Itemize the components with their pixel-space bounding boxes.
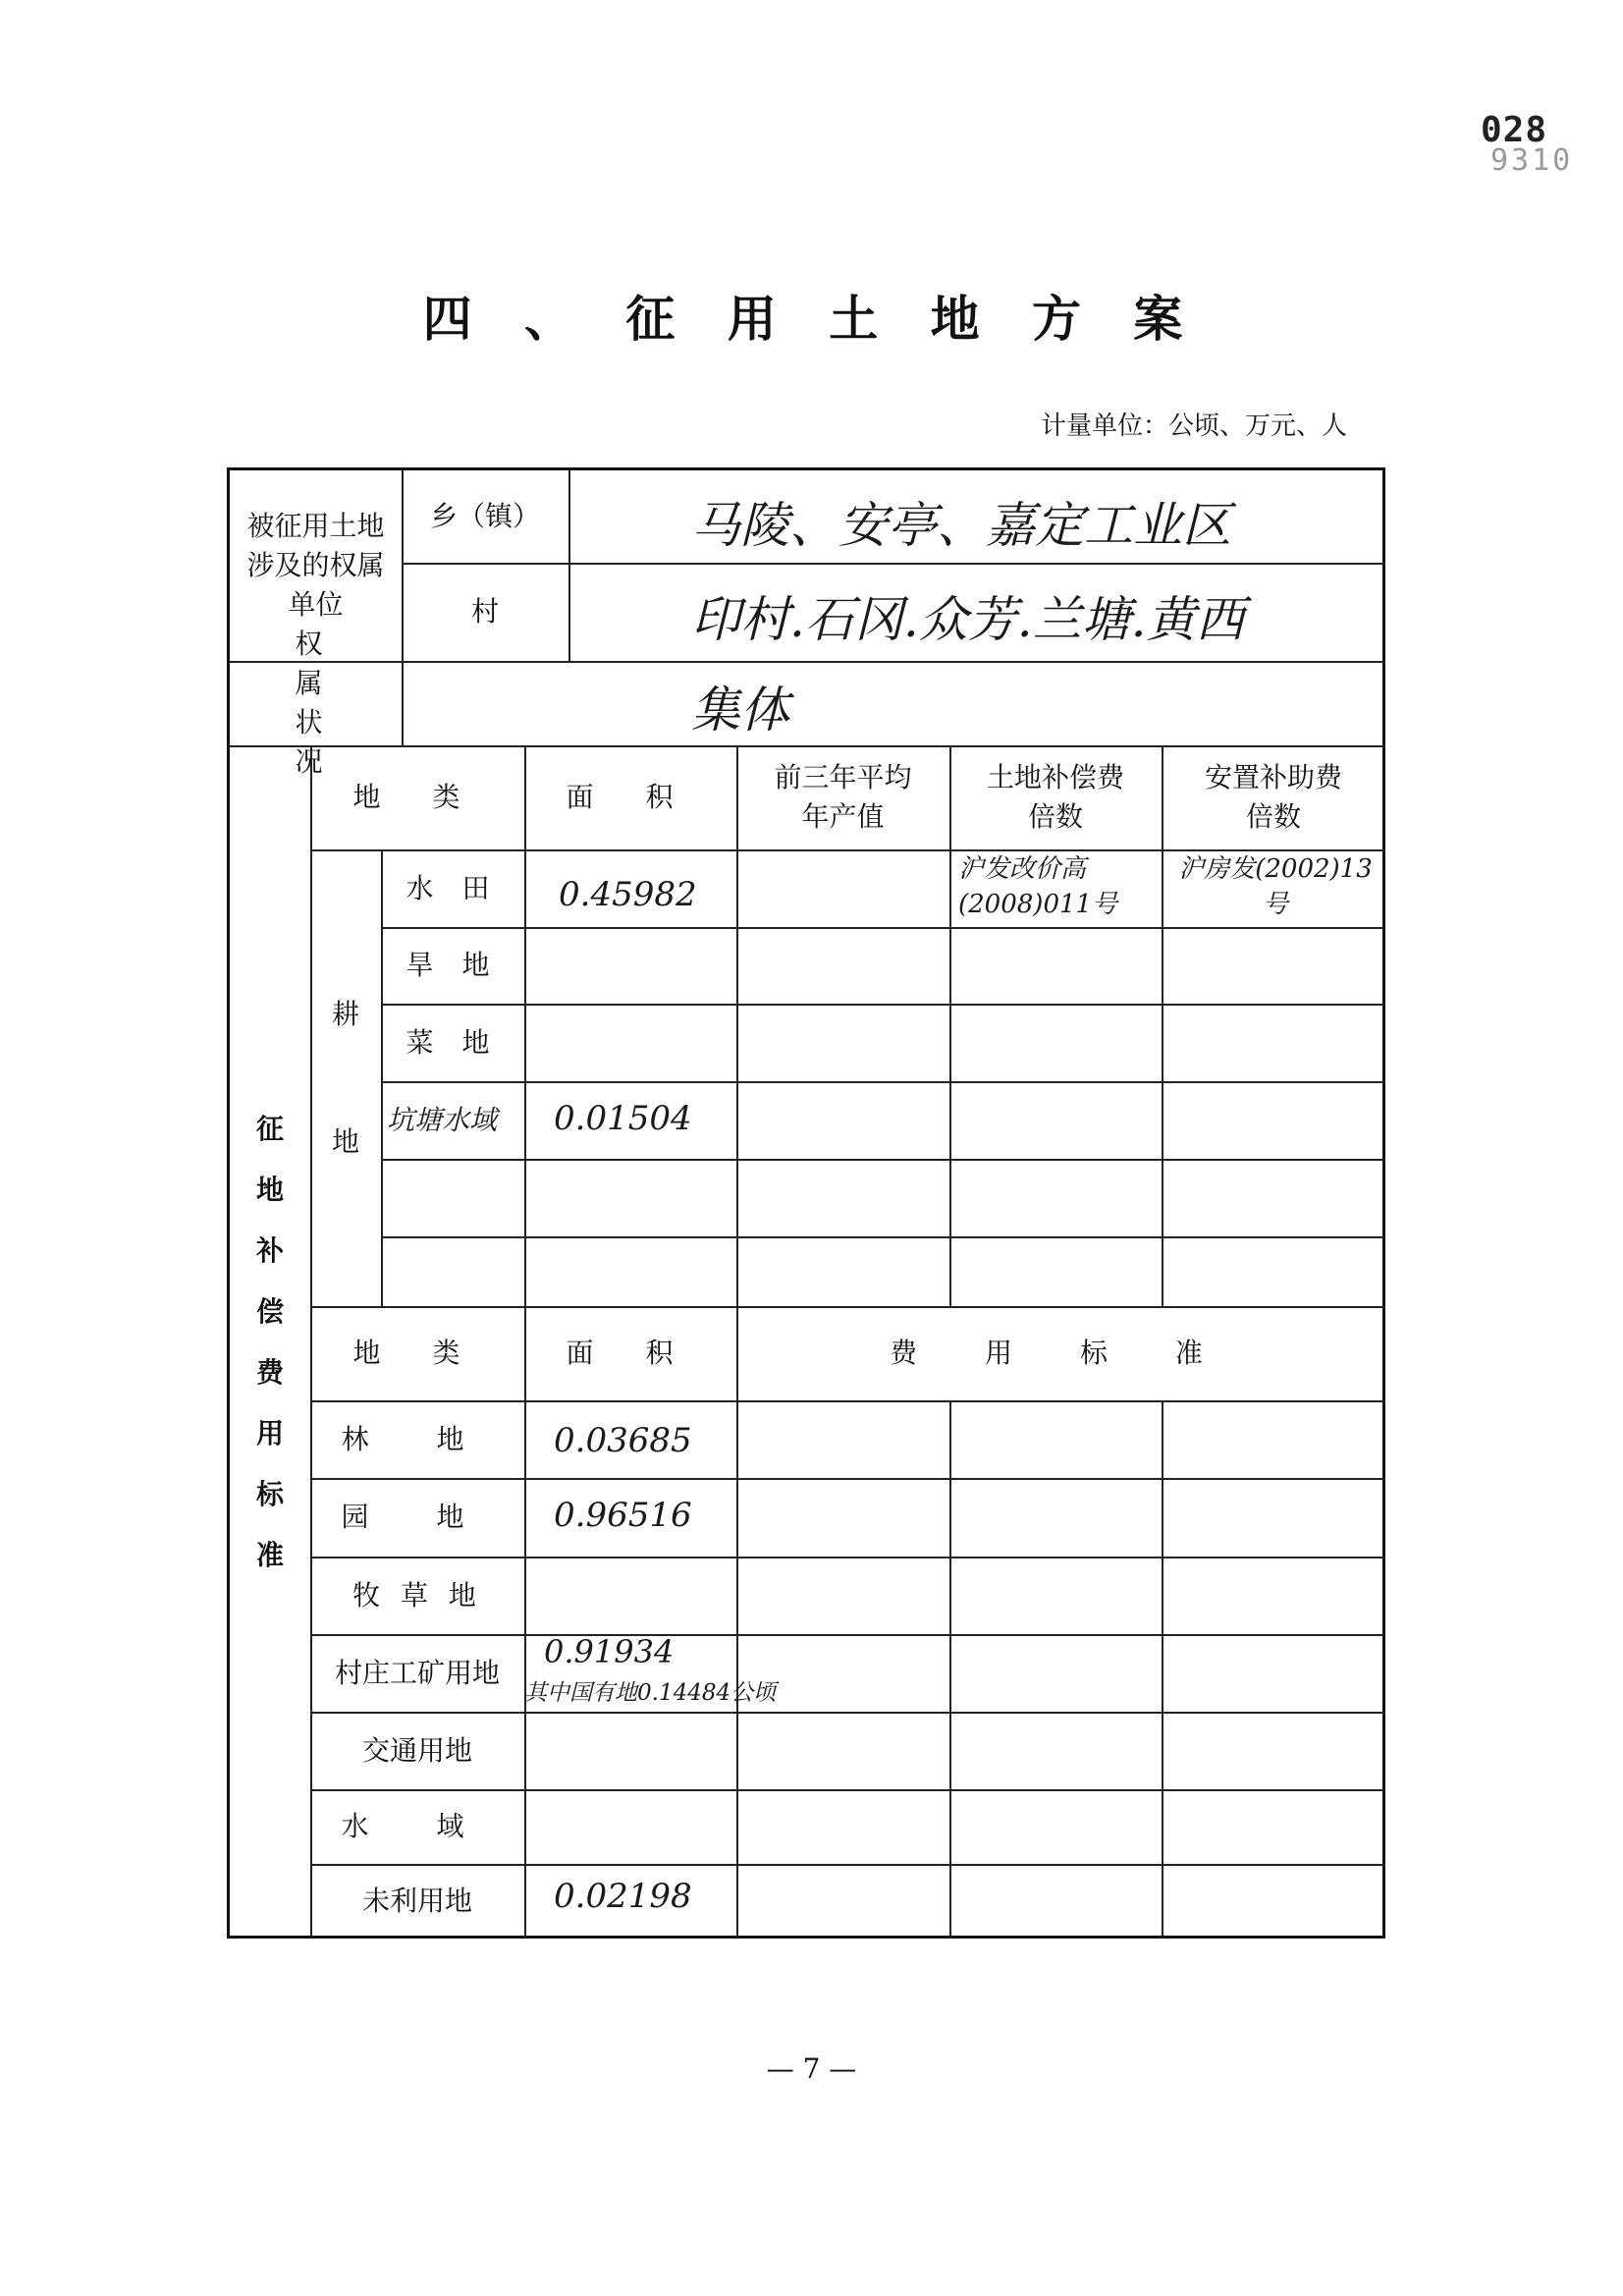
paddy-resettle-ref: 沪房发(2002)13号 (1178, 854, 1373, 919)
ownership-section-label: 被征用土地涉及的权属单位 (246, 510, 385, 621)
village-label: 村 (470, 595, 499, 628)
other-header-fee-standard: 费 用 标 准 (890, 1337, 1232, 1369)
other-row-village-mining-name: 村庄工矿用地 (334, 1656, 500, 1689)
ownership-status-label: 权 属 状 况 (295, 628, 337, 778)
township-label: 乡（镇） (429, 500, 540, 532)
unit-note: 计量单位：公顷、万元、人 (1041, 411, 1348, 441)
other-row-orchard-name: 园 地 (341, 1501, 494, 1533)
header-land-compensation: 土地补偿费倍数 (986, 761, 1124, 833)
arable-row-paddy-name: 水 田 (406, 871, 500, 904)
page-footer-number: — 7 — (766, 2052, 857, 2085)
other-header-area: 面 积 (566, 1337, 695, 1369)
arable-row-pond-name: 坑塘水域 (387, 1104, 498, 1136)
other-row-forest-area: 0.03685 (554, 1421, 692, 1460)
header-land-type: 地 类 (352, 781, 482, 813)
compensation-section-label: 征地补偿费用标准 (255, 1112, 284, 1571)
arable-row-dry-name: 旱 地 (406, 949, 500, 981)
header-avg-output: 前三年平均年产值 (774, 761, 912, 833)
arable-row-vegetable-name: 菜 地 (406, 1025, 500, 1059)
other-row-village-mining-area: 0.91934 (544, 1633, 675, 1670)
other-header-land-type: 地 类 (352, 1337, 482, 1369)
paddy-land-comp-ref: 沪发改价高(2008)011号 (958, 854, 1118, 919)
ownership-status-value: 集体 (691, 682, 789, 738)
other-row-village-mining-note: 其中国有地0.14484公顷 (524, 1680, 777, 1706)
other-row-unused-area: 0.02198 (554, 1877, 692, 1916)
other-row-transport-name: 交通用地 (361, 1733, 472, 1767)
land-acquisition-form (227, 467, 1385, 1939)
stamp-code: 9310 (1490, 143, 1574, 178)
other-row-unused-name: 未利用地 (361, 1885, 472, 1917)
arable-row-paddy-area: 0.45982 (559, 875, 697, 914)
other-row-water-name: 水 域 (341, 1810, 494, 1842)
arable-group-label: 耕地 (331, 997, 359, 1158)
page-title: 四 、 征 用 土 地 方 案 (422, 290, 1201, 348)
village-value: 印村.石冈.众芳.兰塘.黄西 (691, 591, 1245, 648)
township-value: 马陵、安亭、嘉定工业区 (691, 497, 1231, 554)
arable-row-pond-area: 0.01504 (554, 1099, 692, 1138)
header-area: 面 积 (566, 781, 695, 813)
header-resettlement: 安置补助费倍数 (1204, 761, 1342, 833)
other-row-pasture-name: 牧 草 地 (352, 1578, 482, 1612)
other-row-orchard-area: 0.96516 (554, 1496, 692, 1535)
other-row-forest-name: 林 地 (341, 1422, 494, 1455)
page-code: 028 (1481, 110, 1548, 150)
